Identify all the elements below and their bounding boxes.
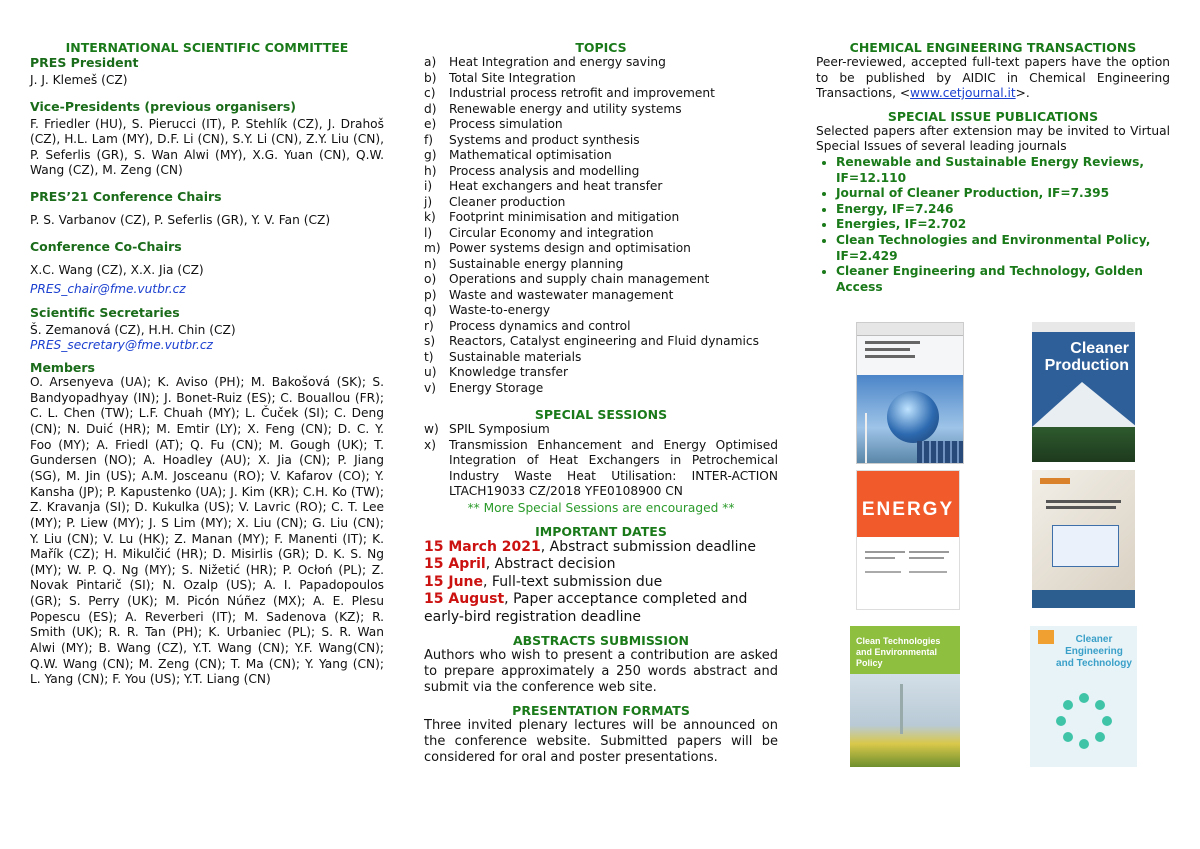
committee-title: INTERNATIONAL SCIENTIFIC COMMITTEE bbox=[65, 40, 349, 55]
topic-letter: e) bbox=[424, 117, 437, 131]
topic-text: Cleaner production bbox=[449, 194, 566, 209]
topic-letter: a) bbox=[424, 55, 437, 69]
secretaries-heading: Scientific Secretaries bbox=[30, 304, 180, 320]
abstracts-title: ABSTRACTS SUBMISSION bbox=[512, 633, 690, 648]
solar-panel-graphic bbox=[917, 441, 963, 463]
chimney-graphic bbox=[900, 684, 903, 734]
topic-item bbox=[424, 334, 778, 350]
topic-item bbox=[424, 365, 778, 381]
cochairs-text: X.C. Wang (CZ), X.X. Jia (CZ) bbox=[30, 262, 204, 277]
journals-list bbox=[816, 155, 1170, 295]
topic-item bbox=[424, 210, 778, 226]
topic-letter: d) bbox=[424, 101, 437, 116]
topic-item bbox=[424, 226, 778, 242]
topic-text: Process dynamics and control bbox=[449, 318, 631, 333]
topic-item bbox=[424, 381, 778, 397]
session-letter: x) bbox=[424, 437, 436, 452]
journal-item: • Journal of Cleaner Production, IF=7.395 bbox=[836, 186, 1170, 202]
topic-letter: q) bbox=[424, 303, 437, 317]
cochairs-heading: Conference Co-Chairs bbox=[30, 238, 182, 254]
topic-text: Sustainable energy planning bbox=[449, 256, 624, 271]
topic-item bbox=[424, 179, 778, 195]
topic-text: Process simulation bbox=[449, 117, 563, 131]
program-column bbox=[424, 40, 778, 766]
chairs-heading: PRES’21 Conference Chairs bbox=[30, 188, 222, 204]
topic-letter: h) bbox=[424, 163, 437, 178]
topic-text: Process analysis and modelling bbox=[449, 163, 640, 178]
energies-cover-image bbox=[1032, 470, 1135, 608]
topic-text: Operations and supply chain management bbox=[449, 272, 710, 286]
session-item bbox=[424, 438, 778, 500]
topic-text: Systems and product synthesis bbox=[449, 132, 640, 147]
green-circle-logo bbox=[1030, 626, 1137, 767]
topic-text: Total Site Integration bbox=[449, 70, 576, 85]
members-heading: Members bbox=[30, 359, 95, 375]
cleaner-eng-cover-image bbox=[1030, 626, 1137, 767]
topic-item bbox=[424, 272, 778, 288]
topic-item bbox=[424, 241, 778, 257]
wind-turbine-graphic bbox=[865, 413, 867, 463]
secretaries-text: Š. Zemanová (CZ), H.H. Chin (CZ) bbox=[30, 322, 236, 337]
president-name: J. J. Klemeš (CZ) bbox=[30, 73, 128, 87]
topic-item bbox=[424, 164, 778, 180]
chair-email-link[interactable]: PRES_chair@fme.vutbr.cz bbox=[30, 282, 186, 297]
date-item: 15 August, Paper acceptance completed and early-bird registration deadline bbox=[424, 591, 748, 625]
topic-letter: i) bbox=[424, 179, 433, 193]
topic-text: Mathematical optimisation bbox=[449, 148, 612, 162]
topic-text: Circular Economy and integration bbox=[449, 225, 654, 240]
sessions-note: ** More Special Sessions are encouraged ** bbox=[467, 500, 735, 515]
topic-text: Knowledge transfer bbox=[449, 365, 569, 379]
topic-letter: t) bbox=[424, 349, 434, 364]
topic-letter: l) bbox=[424, 225, 433, 240]
topic-text: Industrial process retrofit and improvement bbox=[449, 86, 715, 100]
topic-letter: o) bbox=[424, 272, 437, 286]
topic-letter: n) bbox=[424, 256, 437, 271]
date-item: 15 March 2021, Abstract submission deadline bbox=[424, 538, 757, 555]
topic-letter: f) bbox=[424, 132, 434, 147]
topic-letter: g) bbox=[424, 148, 437, 162]
topic-letter: j) bbox=[424, 194, 433, 209]
abstracts-text: Authors who wish to present a contribution are asked to prepare approximately a 250 words abstract and submit via the conference web site. bbox=[424, 648, 778, 695]
topic-letter: u) bbox=[424, 365, 437, 379]
energy-cover-title: ENERGY bbox=[861, 499, 955, 520]
topic-item bbox=[424, 288, 778, 304]
topic-item bbox=[424, 195, 778, 211]
topic-letter: c) bbox=[424, 86, 436, 100]
cet-link[interactable]: www.cetjournal.it bbox=[910, 86, 1016, 101]
date-item: 15 June, Full-text submission due bbox=[424, 573, 663, 590]
topic-text: Renewable energy and utility systems bbox=[449, 101, 682, 116]
topics-title: TOPICS bbox=[575, 40, 627, 55]
topic-item bbox=[424, 257, 778, 273]
diagram-graphic bbox=[1052, 525, 1119, 567]
chairs-text: P. S. Varbanov (CZ), P. Seferlis (GR), Y. V. Fan (CZ) bbox=[30, 212, 331, 227]
committee-column bbox=[30, 40, 384, 688]
topic-item bbox=[424, 303, 778, 319]
formats-text: Three invited plenary lectures will be announced on the conference website. Submitted papers will be considered for oral and poster presentations. bbox=[424, 718, 778, 765]
topic-item bbox=[424, 55, 778, 71]
topics-list bbox=[424, 55, 778, 396]
topic-text: Sustainable materials bbox=[449, 349, 582, 364]
journal-item: • Renewable and Sustainable Energy Reviews, IF=12.110 bbox=[836, 155, 1170, 186]
formats-title: PRESENTATION FORMATS bbox=[512, 703, 690, 718]
session-text: SPIL Symposium bbox=[449, 422, 550, 436]
publication-column bbox=[816, 40, 1170, 295]
mountain-graphic bbox=[1032, 382, 1135, 427]
topic-item bbox=[424, 350, 778, 366]
topic-item bbox=[424, 86, 778, 102]
cet-title: CHEMICAL ENGINEERING TRANSACTIONS bbox=[849, 40, 1137, 55]
topic-text: Waste-to-energy bbox=[449, 303, 551, 317]
topic-letter: s) bbox=[424, 334, 436, 348]
topic-letter: b) bbox=[424, 70, 437, 85]
topic-letter: m) bbox=[424, 241, 441, 255]
special-title: SPECIAL ISSUE PUBLICATIONS bbox=[887, 108, 1099, 124]
earth-graphic bbox=[887, 391, 939, 443]
vp-heading: Vice-Presidents (previous organisers) bbox=[30, 98, 297, 114]
session-text: Transmission Enhancement and Energy Optimised Integration of Heat Exchangers in Petrochemical Industry Waste Heat Utilisation: INTER-ACTION LTACH19033 CZ/2018 YFE0108900 CN bbox=[449, 437, 778, 498]
ctep-cover-image bbox=[850, 626, 960, 767]
topic-letter: r) bbox=[424, 318, 434, 333]
session-item bbox=[424, 422, 778, 438]
topic-item bbox=[424, 117, 778, 133]
sessions-title: SPECIAL SESSIONS bbox=[534, 407, 668, 422]
topic-item bbox=[424, 319, 778, 335]
special-text: Selected papers after extension may be invited to Virtual Special Issues of several leading journals bbox=[816, 123, 1170, 154]
topic-item bbox=[424, 102, 778, 118]
topic-text: Reactors, Catalyst engineering and Fluid dynamics bbox=[449, 334, 759, 348]
secretary-email-link[interactable]: PRES_secretary@fme.vutbr.cz bbox=[30, 338, 213, 353]
topic-text: Energy Storage bbox=[449, 380, 544, 395]
topic-letter: p) bbox=[424, 287, 437, 302]
cet-text: Peer-reviewed, accepted full-text papers have the option to be published by AIDIC in Chemical Engineering Transactions, <www.cetjournal.it>. bbox=[816, 55, 1170, 101]
journal-item: • Cleaner Engineering and Technology, Golden Access bbox=[836, 264, 1170, 295]
topic-text: Footprint minimisation and mitigation bbox=[449, 210, 680, 224]
topic-text: Power systems design and optimisation bbox=[449, 241, 691, 255]
dates-list bbox=[424, 539, 778, 627]
cet-cover-title: Cleaner Engineering and Technology bbox=[1056, 634, 1132, 669]
journal-item: • Energies, IF=2.702 bbox=[836, 217, 1170, 233]
date-item: 15 April, Abstract decision bbox=[424, 556, 616, 572]
topic-item bbox=[424, 71, 778, 87]
members-text: O. Arsenyeva (UA); K. Aviso (PH); M. Bakošová (SK); S. Bandyopadhyay (IN); J. Bonet-Ruiz (ES); C. Bouallou (FR); C. L. Chen (TW); L.F. Chuah (MY); L. Čuček (SI); C. Deng (CN); N. Duić (HR); M. Emtir (LY); X. Feng (CN); D. C. Y. Foo (MY); A. Friedl (AT); Q. Fu (CN); M. Gough (UK); T. Gundersen (NO); A. Hoadley (AU); X. Jia (CN); P. Jiang (SG), M. Jin (US); A.M. Josceanu (RO); V. Kafarov (CO); Y. Kansha (JP); P. Kapustenko (UA); J. Kim (KR); C.H. Ko (TW); Z. Kravanja (SI); D. Kukulka (US); V. Lavric (RO); C. T. Lee (MY); P. Liew (MY); J. S Lim (MY); X. Liu (CN); G. Liu (CN); Y. Liu (CN); V. Lu (HK); Z. Manan (MY); F. Manenti (IT); K. Mařík (CZ); H. Mikulčić (HR); D. Misirlis (GR); D. K. S. Ng (MY); W. P. Q. Ng (MY); S. Nižetić (HR); P. Ocłoń (PL); Z. Novak Pintarič (SI); N. Ozalp (US); A. I. Papadopoulos (GR); S. Perry (UK); M. Picón Núñez (MX); A. E. Plesu Popescu (ES); A. Reverberi (IT); M. Sadenova (KZ); R. Smith (UK); R. R. Tan (PH); K. Urbaniec (PL); S. R. Wan Alwi (MY); B. Wang (CZ), Y.T. Wang (CN); Y.F. Wang(CN); Q.W. Wang (CN); M. Zeng (CN); T. Ma (CN); Y. Yang (CN); L. Yang (CN); F. You (US); Y.T. Liang (CN) bbox=[30, 374, 384, 687]
topic-text: Waste and wastewater management bbox=[449, 287, 674, 302]
topic-letter: v) bbox=[424, 380, 436, 395]
topic-item bbox=[424, 148, 778, 164]
journal-item: • Clean Technologies and Environmental Policy, IF=2.429 bbox=[836, 233, 1170, 264]
dates-title: IMPORTANT DATES bbox=[535, 523, 667, 539]
jcp-cover-image bbox=[1032, 322, 1135, 462]
jcp-cover-title: Cleaner Production bbox=[1044, 340, 1129, 374]
energy-cover-image bbox=[856, 470, 960, 610]
rser-cover-image bbox=[856, 322, 964, 464]
topic-item bbox=[424, 133, 778, 149]
journal-item: • Energy, IF=7.246 bbox=[836, 202, 1170, 218]
vp-text: F. Friedler (HU), S. Pierucci (IT), P. Stehlík (CZ), J. Drahoš (CZ), H.L. Lam (MY), D.F. Li (CN), S.Y. Li (CN), Z.Y. Liu (CN), P. Seferlis (GR), S. Wan Alwi (MY), X.G. Yuan (CN), Q.W. Wang (CZ), M. Zeng (CN) bbox=[30, 116, 384, 178]
topic-text: Heat exchangers and heat transfer bbox=[449, 179, 663, 193]
cover-header-bar bbox=[857, 323, 963, 336]
topic-text: Heat Integration and energy saving bbox=[449, 55, 666, 69]
topic-letter: k) bbox=[424, 210, 436, 224]
session-letter: w) bbox=[424, 422, 439, 436]
ctep-cover-title: Clean Technologies and Environmental Policy bbox=[856, 636, 941, 668]
president-heading: PRES President bbox=[30, 55, 139, 70]
